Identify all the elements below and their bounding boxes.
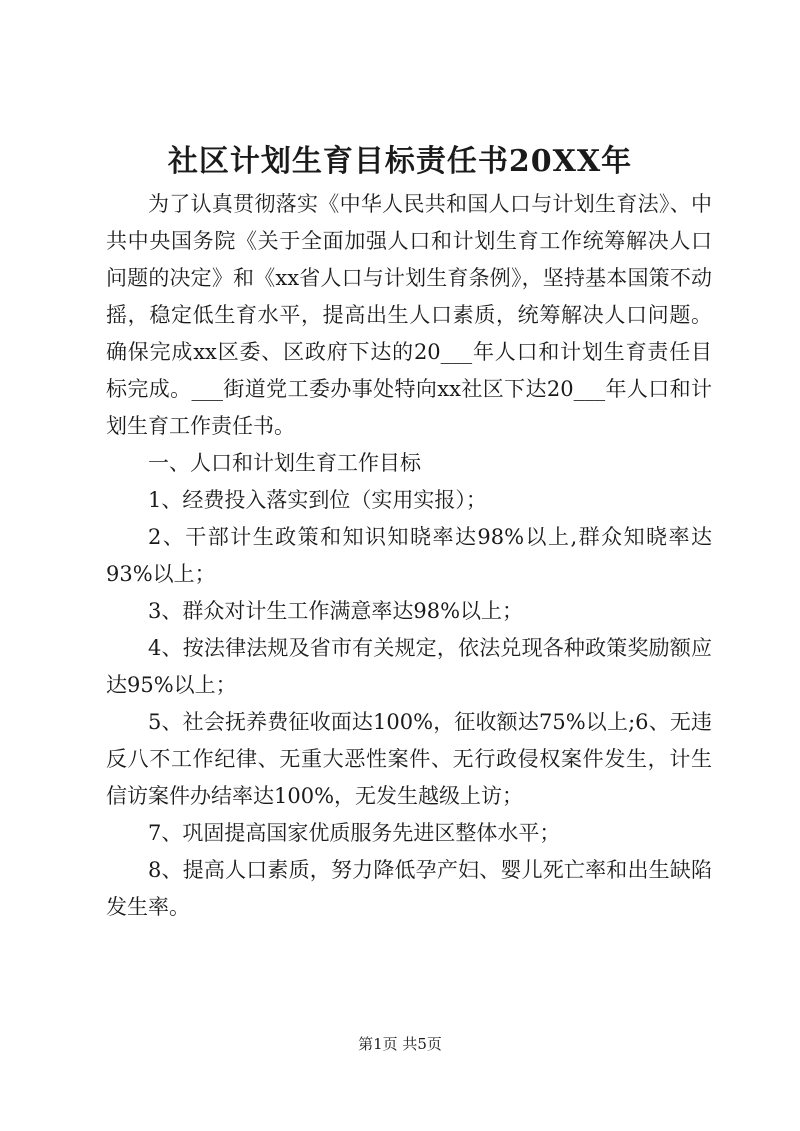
document-title: 社区计划生育目标责任书20XX年 <box>167 144 633 179</box>
paragraph-item-3: 3、群众对计生工作满意率达98%以上； <box>148 599 524 623</box>
paragraph-section-heading: 一、人口和计划生育工作目标 <box>148 451 421 475</box>
paragraph-item-8: 8、提高人口素质，努力降低孕产妇、婴儿死亡率和出生缺陷发生率。 <box>106 858 712 919</box>
paragraph-item-1: 1、经费投入落实到位（实用实报）； <box>148 488 487 512</box>
paragraph-intro: 为了认真贯彻落实《中华人民共和国人口与计划生育法》、中共中央国务院《关于全面加强人口和计划生育工作统筹解决人口问题的决定》和《xx省人口与计划生育条例》，坚持基本国策不动摇，稳定低生育水平，提高出生人口素质，统筹解决人口问题。确保完成xx区委、区政府下达的20___年人口和计划生育责任目标完成。___街道党工委办事处特向xx社区下达20___年人口和计划生育工作责任书。 <box>106 192 712 438</box>
document-body <box>106 186 712 926</box>
paragraph-item-7: 7、巩固提高国家优质服务先进区整体水平； <box>148 821 561 845</box>
page-footer: 第1页 共5页 <box>358 1035 442 1053</box>
paragraph-item-5-6: 5、社会抚养费征收面达100%，征收额达75%以上;6、无违反八不工作纪律、无重大恶性案件、无行政侵权案件发生，计生信访案件办结率达100%，无发生越级上访； <box>106 710 712 808</box>
paragraph-item-4: 4、按法律法规及省市有关规定，依法兑现各种政策奖励额应达95%以上； <box>106 636 712 697</box>
paragraph-item-2: 2、干部计生政策和知识知晓率达98%以上,群众知晓率达93%以上； <box>106 525 712 586</box>
